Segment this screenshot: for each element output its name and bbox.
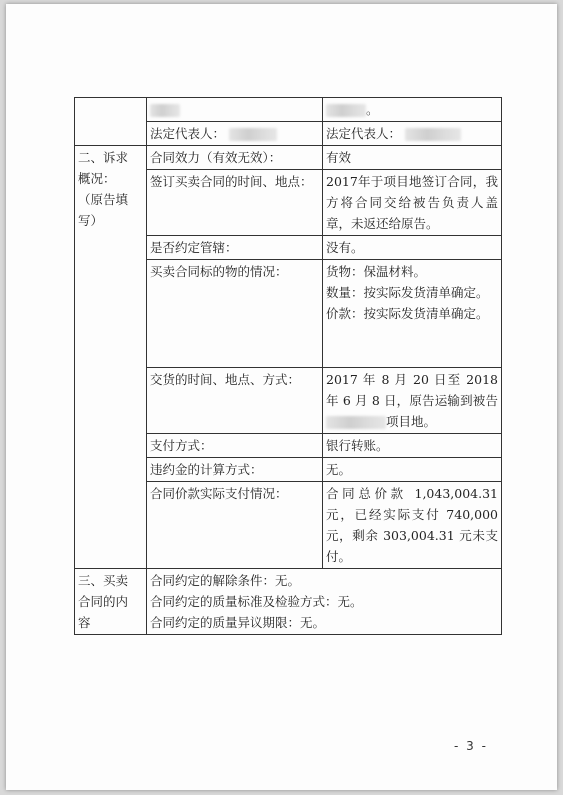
page-number: - 3 - bbox=[454, 739, 488, 753]
section-2-title: 二、诉求 概况： （原告填 写） bbox=[75, 146, 147, 569]
field-value: 银行转账。 bbox=[323, 434, 502, 458]
table-row bbox=[75, 146, 502, 170]
field-label: 签订买卖合同的时间、地点： bbox=[147, 170, 323, 236]
field-label: 合同价款实际支付情况： bbox=[147, 482, 323, 569]
field-value: 货物：保温材料。 数量：按实际发货清单确定。 价款：按实际发货清单确定。 bbox=[323, 260, 502, 368]
redacted-text bbox=[405, 128, 461, 141]
plaintiff-name-cell bbox=[147, 98, 323, 122]
section-3-content: 合同约定的解除条件：无。 合同约定的质量标准及检验方式：无。 合同约定的质量异议期限：无。 bbox=[147, 569, 502, 635]
field-label: 支付方式： bbox=[147, 434, 323, 458]
field-value: 2017 年 8 月 20 日至 2018 年 6 月 8 日，原告运输到被告 项目地。 bbox=[323, 368, 502, 434]
field-value: 2017年于项目地签订合同，我方将合同交给被告负责人盖章，未返还给原告。 bbox=[323, 170, 502, 236]
complaint-form-table bbox=[74, 97, 502, 635]
redacted-text bbox=[326, 416, 386, 429]
redacted-text bbox=[150, 104, 180, 117]
redacted-text bbox=[229, 128, 277, 141]
field-value: 无。 bbox=[323, 458, 502, 482]
blank-cell bbox=[75, 98, 147, 146]
field-label: 是否约定管辖： bbox=[147, 236, 323, 260]
field-value: 没有。 bbox=[323, 236, 502, 260]
field-value: 有效 bbox=[323, 146, 502, 170]
defendant-legal-rep-cell: 法定代表人： bbox=[323, 122, 502, 146]
field-label: 买卖合同标的物的情况： bbox=[147, 260, 323, 368]
redacted-text bbox=[326, 104, 366, 117]
field-value: 合同总价款 1,043,004.31 元，已经实际支付 740,000 元，剩余 303,004.31 元未支付。 bbox=[323, 482, 502, 569]
plaintiff-legal-rep-cell: 法定代表人： bbox=[147, 122, 323, 146]
table-row bbox=[75, 98, 502, 122]
table-row bbox=[75, 569, 502, 635]
document-page bbox=[6, 4, 557, 790]
field-label: 交货的时间、地点、方式： bbox=[147, 368, 323, 434]
field-label: 合同效力（有效无效）： bbox=[147, 146, 323, 170]
field-label: 违约金的计算方式： bbox=[147, 458, 323, 482]
defendant-name-cell: 。 bbox=[323, 98, 502, 122]
section-3-title: 三、买卖 合同的内 容 bbox=[75, 569, 147, 635]
